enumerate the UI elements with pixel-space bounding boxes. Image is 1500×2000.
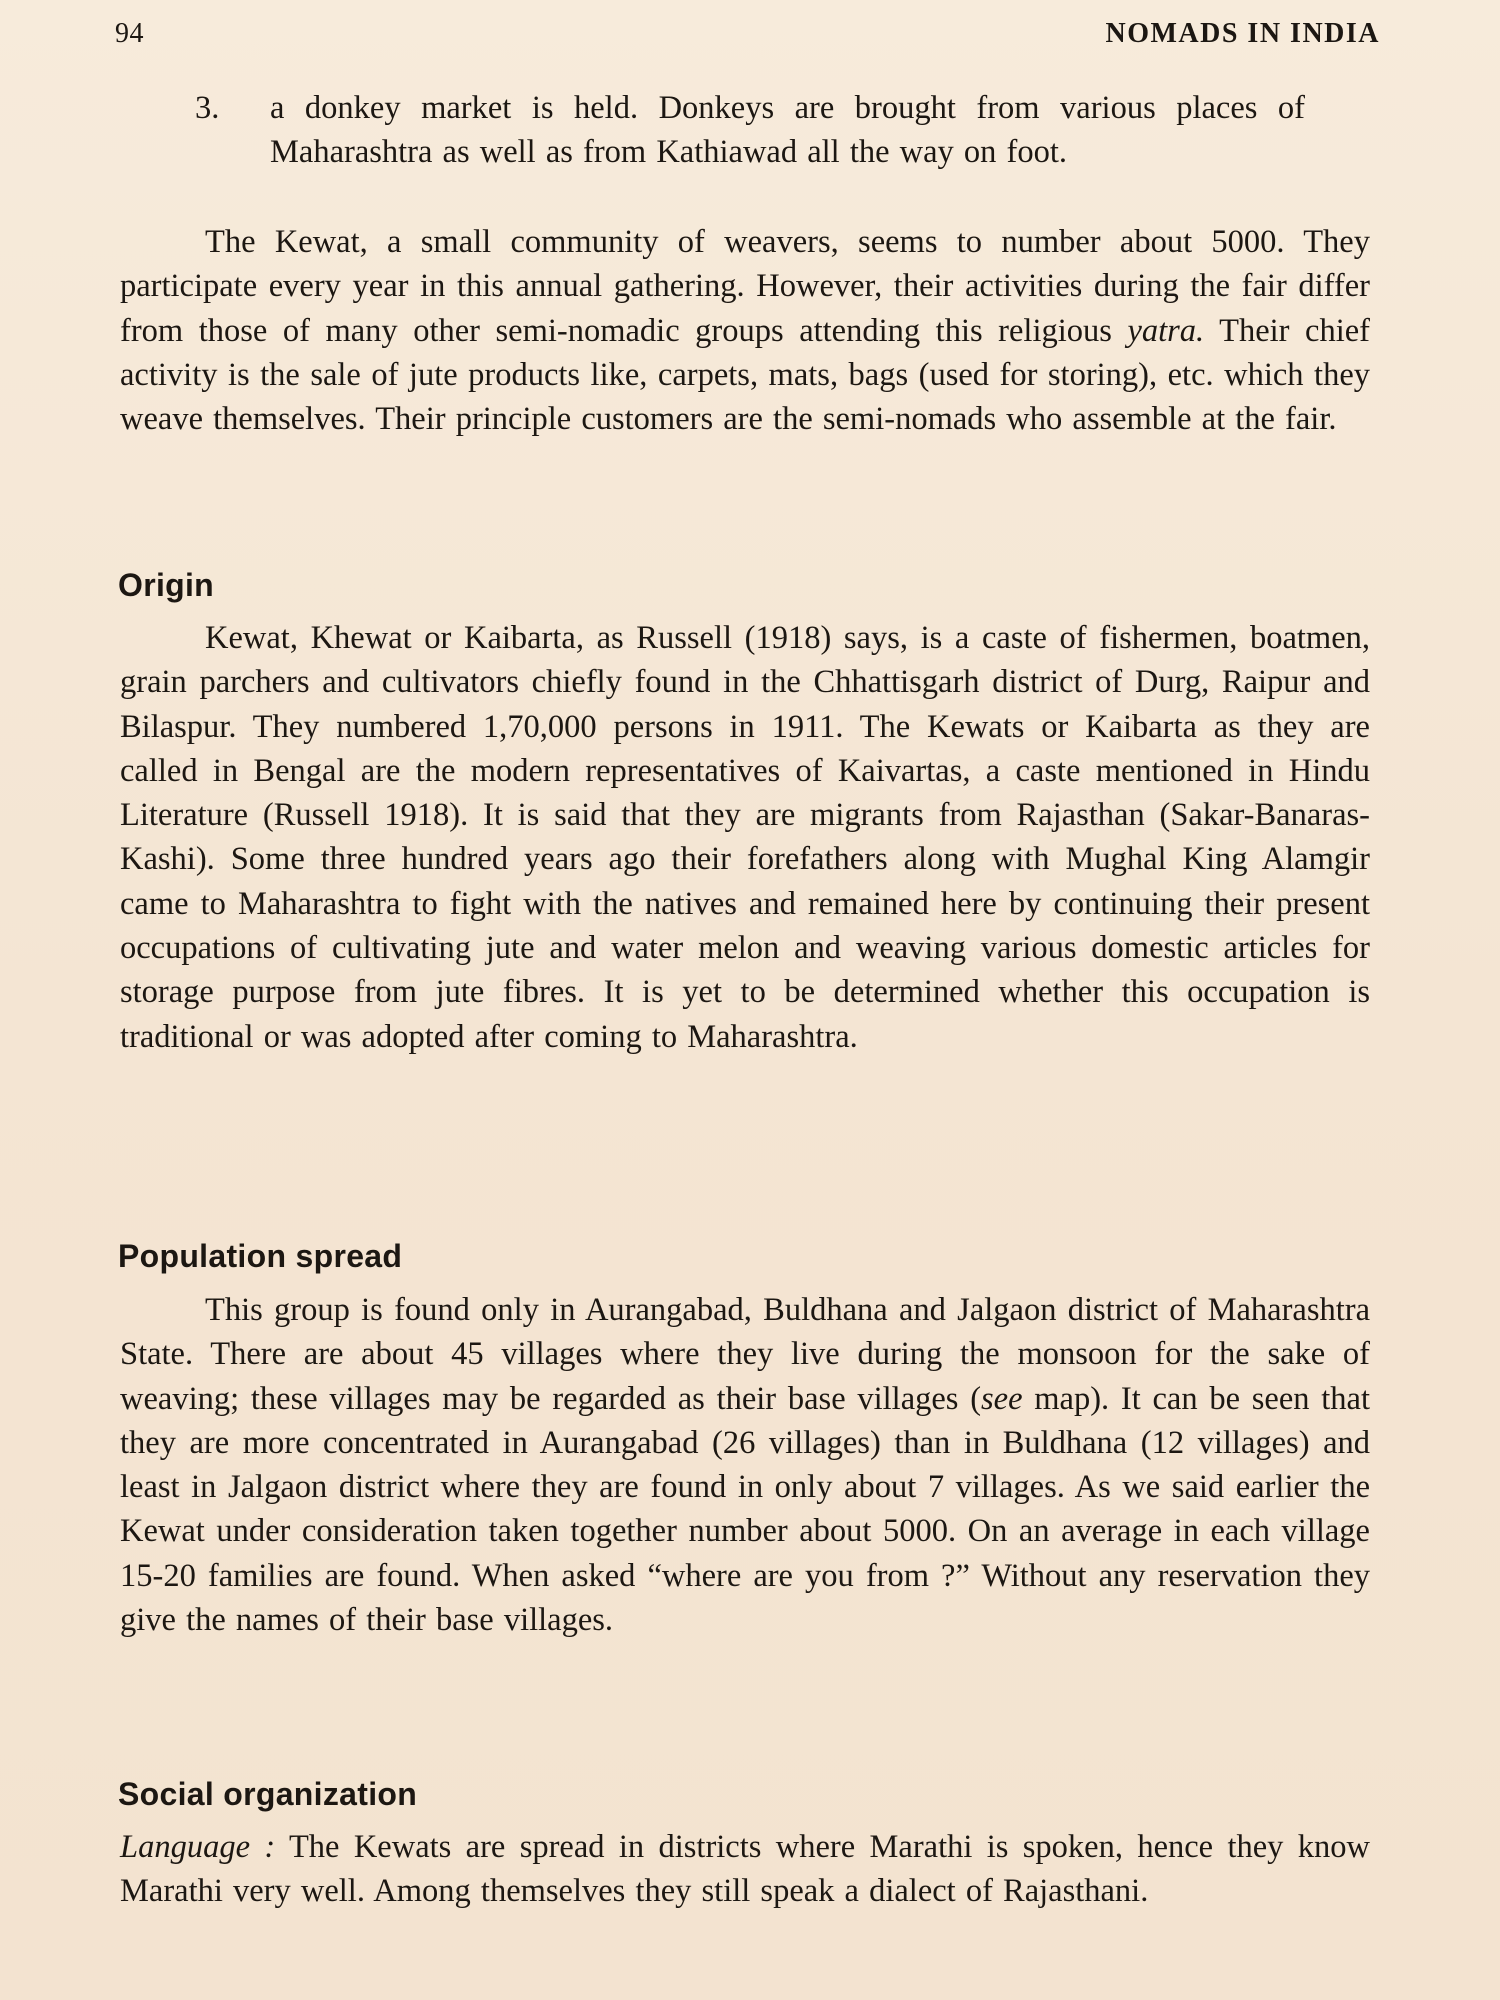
page-number: 94 — [115, 18, 144, 49]
intro-text-part1: The Kewat, a small community of weavers, seems to number about 5000. They participate every year in this annual gathering. However, their activities during the fair differ from those of many other semi-nomadic groups attending this religious — [120, 224, 1370, 349]
language-lead: Language : — [120, 1829, 276, 1865]
language-paragraph — [120, 1825, 1370, 1914]
social-heading: Social organization — [118, 1776, 418, 1812]
population-heading: Population spread — [118, 1238, 403, 1274]
list-item-text: a donkey market is held. Donkeys are brought from various places of Maharashtra as well as from Kathiawad all the way on foot. — [270, 90, 1305, 171]
origin-paragraph: Kewat, Khewat or Kaibarta, as Russell (1918) says, is a caste of fishermen, boatmen, grain parchers and cultivators chiefly found in the Chhattisgarh district of Durg, Raipur and Bilaspur. They numbered 1,70,000 persons in 1911. The Kewats or Kaibarta as they are called in Bengal are the modern representatives of Kaivartas, a caste mentioned in Hindu Literature (Russell 1918). It is said that they are migrants from Rajasthan (Sakar-Banaras-Kashi). Some three hundred years ago their forefathers along with Mughal King Alamgir came to Maharashtra to fight with the natives and remained here by continuing their present occupations of cultivating jute and water melon and weaving various domestic articles for storage purpose from jute fibres. It is yet to be determined whether this occupation is traditional or was adopted after coming to Maharashtra. — [120, 620, 1370, 1055]
list-item-number: 3. — [195, 90, 220, 126]
population-text-part1: This group is found only in Aurangabad, Buldhana and Jalgaon district of Maharashtra State. There are about 45 villages where they live during the monsoon for the sake of weaving; these villages may be regarded as their base villages ( — [120, 1292, 1370, 1417]
intro-text-part2: Their chief activity is the sale of jute products like, carpets, mats, bags (used for storing), etc. which they weave themselves. Their principle customers are the semi-nomads who assemble at the fair. — [120, 312, 1370, 438]
list-item-3 — [195, 86, 1305, 175]
intro-italic-term: yatra. — [1127, 312, 1205, 349]
page-header — [115, 18, 1380, 58]
language-text: The Kewats are spread in districts where Marathi is spoken, hence they know Marathi very well. Among themselves they still speak a dialect of Rajasthani. — [120, 1829, 1370, 1910]
running-title: NOMADS IN INDIA — [1105, 18, 1380, 49]
population-paragraph — [120, 1288, 1370, 1642]
population-text-part2: map). It can be seen that they are more concentrated in Aurangabad (26 villages) than in Buldhana (12 villages) and least in Jalgaon district where they are found in only about 7 villages. As we said earlier the Kewat under consideration taken together number about 5000. On an average in each village 15-20 families are found. When asked “where are you from ?” Without any reservation they give the names of their base villages. — [120, 1380, 1370, 1639]
population-italic-term: see — [981, 1380, 1023, 1417]
intro-paragraph — [120, 220, 1370, 441]
origin-heading: Origin — [118, 567, 215, 603]
